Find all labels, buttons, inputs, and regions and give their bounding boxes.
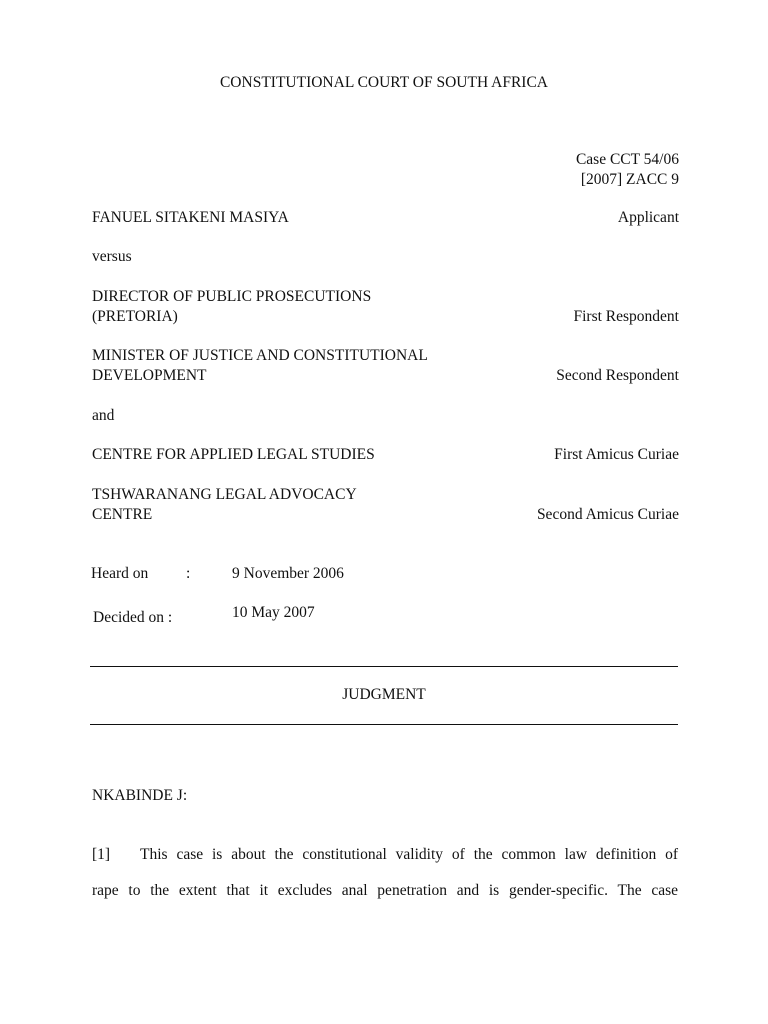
judgment-heading: JUDGMENT bbox=[342, 686, 426, 703]
applicant-name: FANUEL SITAKENI MASIYA bbox=[92, 209, 289, 226]
judge-name: NKABINDE J: bbox=[92, 787, 188, 804]
decided-on-label: Decided on : bbox=[93, 609, 173, 626]
decided-on-date: 10 May 2007 bbox=[232, 604, 315, 621]
second-respondent-role: Second Respondent bbox=[556, 367, 679, 384]
heard-on-colon: : bbox=[186, 565, 191, 582]
heard-on-date: 9 November 2006 bbox=[232, 565, 344, 582]
and-connector: and bbox=[92, 407, 115, 424]
first-amicus-role: First Amicus Curiae bbox=[554, 446, 679, 463]
paragraph-line-2: rape to the extent that it excludes anal penetration and is gender-specific. The case bbox=[92, 882, 678, 899]
top-divider bbox=[90, 666, 678, 667]
bottom-divider bbox=[90, 724, 678, 725]
first-respondent-role: First Respondent bbox=[573, 308, 679, 325]
case-citation: [2007] ZACC 9 bbox=[580, 171, 679, 188]
second-amicus-name-line1: TSHWARANANG LEGAL ADVOCACY bbox=[92, 486, 357, 503]
second-respondent-name-line2: DEVELOPMENT bbox=[92, 367, 207, 384]
court-title: CONSTITUTIONAL COURT OF SOUTH AFRICA bbox=[219, 74, 549, 91]
second-amicus-name-line2: CENTRE bbox=[92, 506, 153, 523]
paragraph-number: [1] bbox=[92, 846, 111, 863]
second-respondent-name-line1: MINISTER OF JUSTICE AND CONSTITUTIONAL bbox=[92, 347, 428, 364]
case-number: Case CCT 54/06 bbox=[575, 151, 679, 168]
versus-connector: versus bbox=[92, 248, 132, 265]
first-respondent-name-line2: (PRETORIA) bbox=[92, 308, 178, 325]
applicant-role: Applicant bbox=[617, 209, 679, 226]
first-respondent-name-line1: DIRECTOR OF PUBLIC PROSECUTIONS bbox=[92, 288, 372, 305]
heard-on-label: Heard on bbox=[91, 565, 149, 582]
second-amicus-role: Second Amicus Curiae bbox=[536, 506, 679, 523]
first-amicus-name: CENTRE FOR APPLIED LEGAL STUDIES bbox=[92, 446, 375, 463]
paragraph-line-1: This case is about the constitutional validity of the common law definition of bbox=[140, 846, 678, 863]
